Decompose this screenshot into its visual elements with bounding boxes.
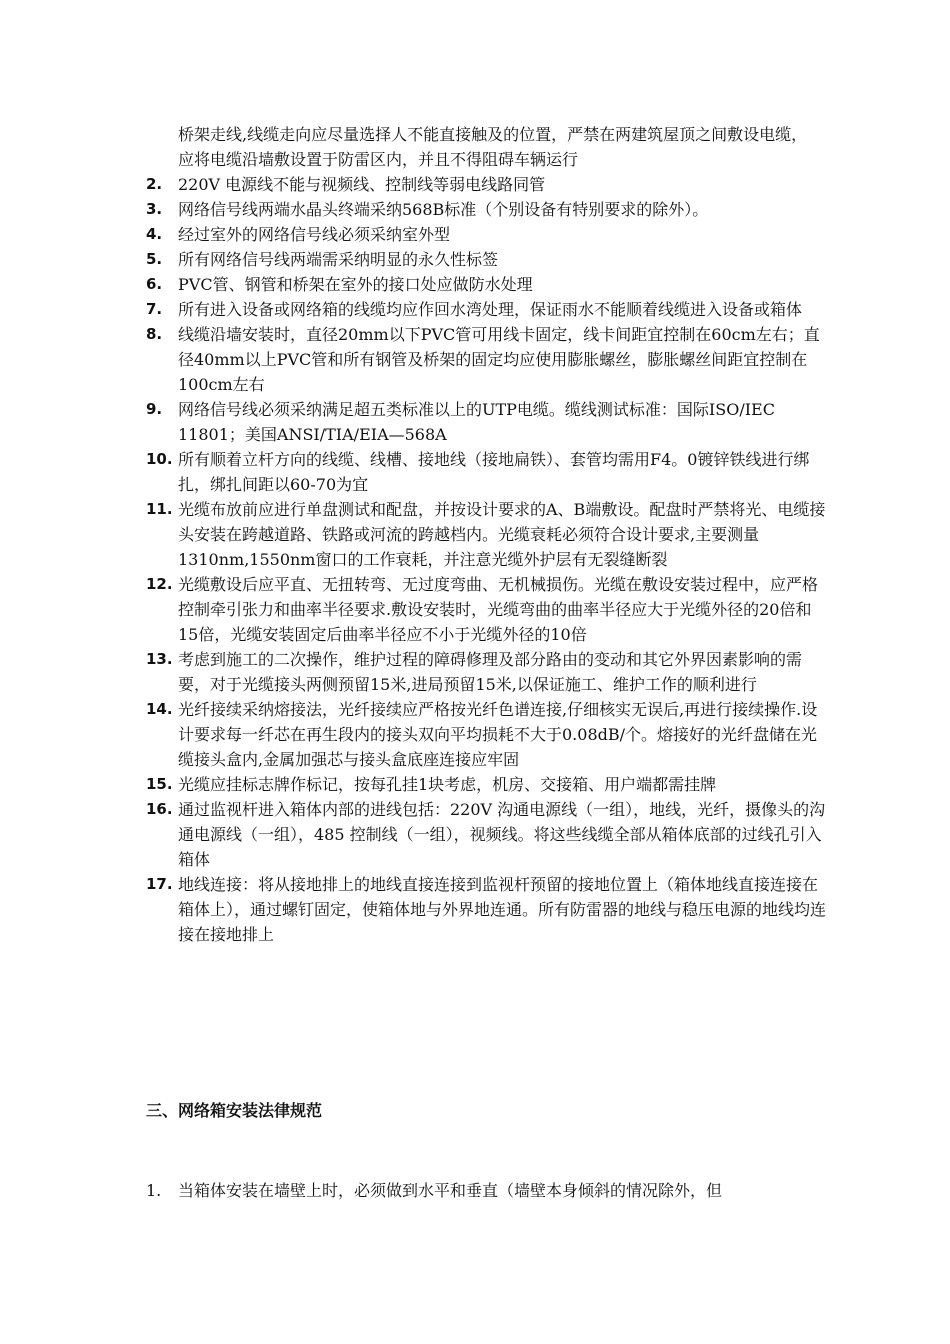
list-item <box>146 322 826 397</box>
list-item-text: 通过监视杆进入箱体内部的进线包括：220V 沟通电源线（一组），地线，光纤，摄像头的沟通电源线（一组），485 控制线（一组），视频线。将这些线缆全部从箱体底部的过线孔引入箱体 <box>178 800 826 869</box>
continuation-paragraph: 桥架走线,线缆走向应尽量选择人不能直接触及的位置，严禁在两建筑屋顶之间敷设电缆，应将电缆沿墙敷设置于防雷区内，并且不得阻碍车辆运行 <box>178 125 808 169</box>
list-item-text: PVC管、钢管和桥架在室外的接口处应做防水处理 <box>178 275 533 294</box>
list-item <box>146 772 826 797</box>
list-item-number: 10. <box>146 450 173 468</box>
list-item-number: 15. <box>146 775 173 793</box>
list-item <box>146 297 826 322</box>
list-item-number: 6. <box>146 275 163 293</box>
list-item <box>146 447 826 497</box>
list-item-text: 地线连接：将从接地排上的地线直接连接到监视杆预留的接地位置上（箱体地线直接连接在箱体上），通过螺钉固定，使箱体地与外界地连通。所有防雷器的地线与稳压电源的地线均连接在接地排上 <box>178 875 827 944</box>
list-item <box>146 872 826 947</box>
list-item <box>146 397 826 447</box>
list-item-number: 5. <box>146 250 163 268</box>
list-item-number: 4. <box>146 225 163 243</box>
list-item-number: 2. <box>146 175 163 193</box>
list-item-number: 13. <box>146 650 173 668</box>
list-item-number: 3. <box>146 200 163 218</box>
list-item-text: 网络信号线两端水晶头终端采纳568B标准（个别设备有特别要求的除外）。 <box>178 200 709 219</box>
list-item-text: 线缆沿墙安装时，直径20mm以下PVC管可用线卡固定，线卡间距宜控制在60cm左右；直径40mm以上PVC管和所有钢管及桥架的固定均应使用膨胀螺丝，膨胀螺丝间距宜控制在100cm左右 <box>178 325 820 394</box>
list-item-text: 光缆敷设后应平直、无扭转弯、无过度弯曲、无机械损伤。光缆在敷设安装过程中，应严格控制牵引张力和曲率半径要求.敷设安装时，光缆弯曲的曲率半径应大于光缆外径的20倍和15倍，光缆安装固定后曲率半径应不小于光缆外径的10倍 <box>178 575 819 644</box>
list-item-text: 光纤接续采纳熔接法，光纤接续应严格按光纤色谱连接,仔细核实无误后,再进行接续操作.设计要求每一纤芯在再生段内的接头双向平均损耗不大于0.08dB/个。熔接好的光纤盘储在光缆接头盒内,金属加强芯与接头盒底座连接应牢固 <box>178 700 818 769</box>
section-heading: 三、网络箱安装法律规范 <box>146 1101 323 1120</box>
list-item-number: 12. <box>146 575 173 593</box>
list-item-number: 1. <box>146 1181 162 1200</box>
list-item-number: 7. <box>146 300 163 318</box>
list-item <box>146 272 826 297</box>
list-item-text: 光缆应挂标志牌作标记，按每孔挂1块考虑，机房、交接箱、用户端都需挂牌 <box>178 775 717 794</box>
list-item-text: 所有顺着立杆方向的线缆、线槽、接地线（接地扁铁）、套管均需用F4。0镀锌铁线进行绑扎，绑扎间距以60-70为宜 <box>178 450 810 494</box>
numbered-list <box>146 172 826 947</box>
section-list-item <box>146 1178 826 1203</box>
list-item <box>146 497 826 572</box>
list-item-number: 14. <box>146 700 173 718</box>
list-item <box>146 647 826 697</box>
list-item-text: 当箱体安装在墙壁上时，必须做到水平和垂直（墙壁本身倾斜的情况除外，但 <box>178 1181 723 1200</box>
list-item <box>146 247 826 272</box>
list-item-number: 11. <box>146 500 173 518</box>
list-item <box>146 797 826 872</box>
list-item <box>146 197 826 222</box>
list-item-text: 所有网络信号线两端需采纳明显的永久性标签 <box>178 250 499 269</box>
list-item-number: 9. <box>146 400 163 418</box>
list-item <box>146 222 826 247</box>
list-item-text: 所有进入设备或网络箱的线缆均应作回水湾处理，保证雨水不能顺着线缆进入设备或箱体 <box>178 300 803 319</box>
list-item-text: 网络信号线必须采纳满足超五类标准以上的UTP电缆。缆线测试标准：国际ISO/IEC 11801；美国ANSI/TIA/EIA—568A <box>178 400 775 444</box>
list-item-number: 8. <box>146 325 163 343</box>
list-item-number: 17. <box>146 875 173 893</box>
list-item <box>146 697 826 772</box>
list-item-text: 220V 电源线不能与视频线、控制线等弱电线路同管 <box>178 175 546 194</box>
list-item-text: 光缆布放前应进行单盘测试和配盘，并按设计要求的A、B端敷设。配盘时严禁将光、电缆接头安装在跨越道路、铁路或河流的跨越档内。光缆衰耗必须符合设计要求,主要测量 1310nm,1550nm窗口的工作衰耗，并注意光缆外护层有无裂缝断裂 <box>178 500 826 569</box>
list-item-number: 16. <box>146 800 173 818</box>
list-item <box>146 172 826 197</box>
list-item-text: 经过室外的网络信号线必须采纳室外型 <box>178 225 451 244</box>
list-item <box>146 572 826 647</box>
list-item-text: 考虑到施工的二次操作，维护过程的障碍修理及部分路由的变动和其它外界因素影响的需要，对于光缆接头两侧预留15米,进局预留15米,以保证施工、维护工作的顺利进行 <box>178 650 803 694</box>
